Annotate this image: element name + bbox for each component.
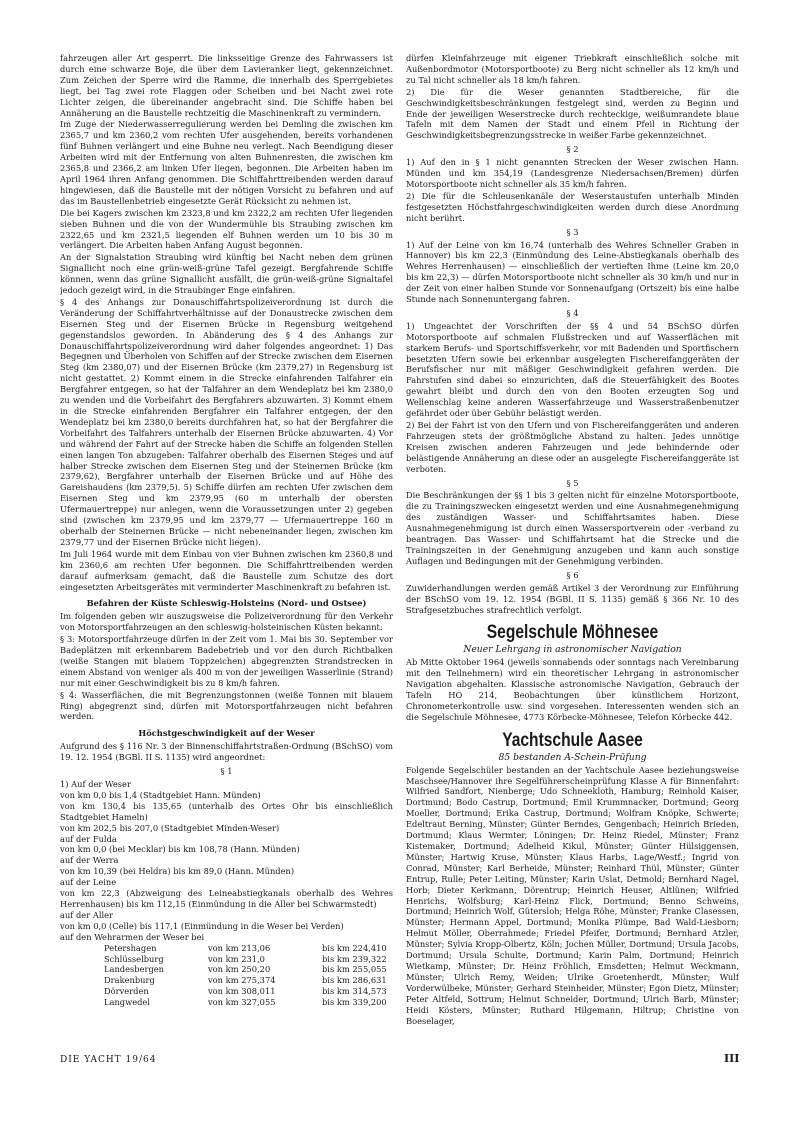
paragraph: 1) Ungeachtet der Vorschriften der §§ 4 und 54 BSchSO dürfen Motorsportboote auf schmalen Flußstrecken und auf Wasserflächen mit starkem Berufs- und Sportschiffsverkehr, vor mit Badenden und Sportfischern besetzten Ufern sowie bei erkennbar ausgelegten Fischereifanggeräten der Berufsfischer nur mit mäßiger Geschwindigkeit gefahren werden. Die Fahrstufen sind dabei so einzurichten, daß die Steuerfähigkeit des Bootes gewahrt bleibt und durch den von den Booten erzeugten Sog und Wellenschlag keine anderen Wasserfahrzeuge und Wasserstraßenbenutzer gefährdet oder über Gebühr belästigt werden.: [406, 320, 739, 419]
list-line: von km 202,5 bis 207,0 (Stadtgebiet Minden-Weser): [60, 822, 280, 833]
page-number: III: [724, 1052, 740, 1065]
paragraph: Im folgenden geben wir auszugsweise die Polizeiverordnung für den Verkehr von Motorsportfahrzeugen an den schleswig-holsteinischen Küsten bekannt:: [60, 611, 393, 633]
list-line: von km 22,3 (Abzweigung des Leineabstiegkanals oberhalb des Wehres Herrenhausen) bis km 112,15 (Einmündung in die Aller bei Schwarmstedt): [60, 888, 393, 909]
weir-table: [104, 943, 391, 1008]
paragraph: Aufgrund des § 116 Nr. 3 der Binnenschiffahrtstraßen-Ordnung (BSchSO) vom 19. 12. 1954 (BGBl. II S. 1135) wird angeordnet:: [60, 741, 393, 763]
paragraph: Ab Mitte Oktober 1964 (jeweils sonnabends oder sonntags nach Vereinbarung mit den Teilnehmern) wird ein theoretischer Lehrgang in astronomischer Navigation abgehalten. Klassische astronomische Navigation, Gebrauch der Tafeln HO 214, Beobachtungen über künstlichem Horizont, Chronometerkontrolle usw. sind vorgesehen. Interessenten wenden sich an die Segelschule Möhnesee, 4773 Körbecke-Möhnesee, Telefon Körbecke 442.: [406, 657, 739, 722]
paragraph: An der Signalstation Straubing wird künftig bei Nacht neben dem grünen Signallicht noch eine grün-weiß-grüne Tafel gezeigt. Bergfahrende Schiffe können, wenn das grüne Signallicht ausfällt, die grün-weiß-grüne Signaltafel jedoch gezeigt wird, in die Straubinger Enge einfahren.: [60, 252, 393, 296]
paragraph-symbol: § 1: [220, 766, 233, 777]
table-row: [104, 997, 391, 1008]
article-subheadline: Neuer Lehrgang in astronomischer Navigation: [463, 644, 682, 656]
section-heading: Höchstgeschwindigkeit auf der Weser: [138, 728, 315, 739]
weir-name: Petershagen: [104, 942, 157, 953]
list-line: von km 0,0 bis 1,4 (Stadtgebiet Hann. Münden): [60, 789, 261, 800]
section-heading: Befahren der Küste Schleswig-Holsteins (Nord- und Ostsee): [86, 598, 367, 609]
magazine-issue-label: DIE YACHT 19/64: [60, 1055, 157, 1065]
paragraph-symbol: § 2: [566, 144, 579, 155]
weir-to: bis km 339,200: [322, 997, 387, 1008]
list-line: von km 0,0 (Celle) bis 117,1 (Einmündung in die Weser bei Verden): [60, 920, 344, 931]
paragraph: 2) Bei der Fahrt ist von den Ufern und von Fischereifanggeräten und anderen Fahrzeugen stets der größtmögliche Abstand zu halten. Jedes unnötige Kreisen zwischen anderen Fahrzeugen und jede behindernde oder belästigende Annäherung an diese oder an ausgelegte Fischereifanggeräte ist verboten.: [406, 420, 739, 474]
article-subheadline: 85 bestanden A-Schein-Prüfung: [498, 751, 647, 763]
weir-to: bis km 239,322: [322, 953, 387, 964]
paragraph-symbol: § 6: [566, 569, 579, 580]
list-line: auf den Wehrarmen der Weser bei: [60, 931, 205, 942]
table-row: [104, 986, 391, 997]
weir-name: Drakenburg: [104, 975, 155, 986]
article-headline: Segelschule Möhnesee: [486, 622, 659, 644]
table-row: [104, 954, 391, 965]
list-line: auf der Fulda: [60, 833, 117, 844]
list-line: auf der Werra: [60, 855, 119, 866]
table-row: [104, 943, 391, 954]
paragraph-symbol: § 4: [566, 307, 579, 318]
weir-to: bis km 314,573: [322, 986, 387, 997]
right-column: [406, 53, 739, 1053]
weir-name: Landesbergen: [104, 964, 165, 975]
paragraph: § 4 des Anhangs zur Donauschiffahrtspolizeiverordnung ist durch die Veränderung der Schiffahrtverhältnisse auf der Donaustrecke zwischen dem Eisernen Steg und der Eisernen Brücke in Regensburg weitgehend gegenstandslos geworden. In Abänderung des § 4 des Anhangs zur Donauschiffahrtspolizeiverordnung wird daher folgendes angeordnet: 1) Das Begegnen und Überholen von Schiffen auf der Strecke zwischen dem Eisernen Steg (km 2380,07) und der Eisernen Brücke (km 2379,27) in Regensburg ist nicht gestattet. 2) Kommt einem in die Strecke einfahrenden Talfahrer ein Bergfahrer entgegen, so hat der Talfahrer an dem Wendeplatz bei km 2380,0 zu wenden und die Vorbeifahrt des Bergfahrers abzuwarten. 3) Kommt einem in die Strecke einfahrenden Bergfahrer ein Talfahrer entgegen, der den Wendeplatz bei km 2380,0 bereits durchfahren hat, so hat der Bergfahrer die Vorbeifahrt des Talfahrers unterhalb der Eisernen Brücke abzuwarten. 4) Vor und während der Fahrt auf der Strecke haben die Schiffe an folgenden Stellen einen langen Ton abzugeben: Talfahrer oberhalb des Eisernen Steges und auf halber Strecke zwischen dem Eisernen Steg und der Steinernen Brücke (km 2379,62), Bergfahrer unterhalb der Eisernen Brücke und auf Höhe des Gareishaudens (km 2379,5). 5) Schiffe dürfen am rechten Ufer zwischen dem Eisernen Steg und km 2379,95 (60 m unterhalb der obersten Ufermauertreppe) nur anlegen, wenn die Voraussetzungen unter 2) gegeben sind (zwischen km 2379,95 und km 2379,77 — Ufermauertreppe 160 m oberhalb der Steinernen Brücke — nicht nebeneinander liegen, zwischen km 2379,77 und der Eisernen Brücke nicht liegen).: [60, 296, 393, 547]
weir-from: von km 275,374: [208, 975, 276, 986]
weir-to: bis km 224,410: [322, 942, 387, 953]
weir-name: Langwedel: [104, 997, 150, 1008]
weir-to: bis km 255,055: [322, 964, 387, 975]
weir-to: bis km 286,631: [322, 975, 387, 986]
list-line: auf der Aller: [60, 909, 113, 920]
paragraph: Die Beschränkungen der §§ 1 bis 3 gelten nicht für einzelne Motorsportboote, die zu Trainingszwecken eingesetzt werden und eine Ausnahmegenehmigung des zuständigen Wasser- und Schiffahrtsamtes haben. Diese Ausnahmegenehmigung ist durch einen Wassersportverein oder -verband zu beantragen. Das Wasser- und Schiffahrtsamt hat die Strecke und die Trainingszeiten in der Genehmigung anzugeben und kann auch sonstige Auflagen und Bedingungen mit der Genehmigung verbinden.: [406, 490, 739, 566]
paragraph-symbol: § 5: [566, 477, 579, 488]
weir-from: von km 231,0: [208, 953, 265, 964]
paragraph: § 4: Wasserflächen, die mit Begrenzungstonnen (weiße Tonnen mit blauem Ring) abgegrenzt sind, dürfen mit Motorsportfahrzeugen nicht befahren werden.: [60, 689, 393, 722]
weir-name: Schlüsselburg: [104, 953, 164, 964]
paragraph: Im Zuge der Niederwasserregulierung werden bei Demling die zwischen km 2365,7 und km 2360,2 vom rechten Ufer ausgehenden, bereits vorhandenen fünf Buhnen verlängert und eine Buhne neu verlegt. Nach Beendigung dieser Arbeiten wird mit der Entfernung von alten Buhnenresten, die zwischen km 2365,8 und 2366,2 am linken Ufer liegen, begonnen. Die Arbeiten haben im April 1964 ihren Anfang genommen. Die Schiffahrttreibenden werden darauf hingewiesen, daß die Baustelle mit der nötigen Vorsicht zu befahren und auf das im Baustellenbetrieb eingesetzte Gerät Rücksicht zu nehmen ist.: [60, 119, 393, 206]
paragraph: fahrzeugen aller Art gesperrt. Die linksseitige Grenze des Fahrwassers ist durch eine schwarze Boje, die über dem Lavieranker liegt, gekennzeichnet. Zum Zeichen der Sperre wird die Ramme, die innerhalb des Sperrgebietes liegt, bei Tag zwei rote Flaggen oder Scheiben und bei Nacht zwei rote Lichter zeigen, die übereinander angebracht sind. Die Schiffe haben bei Annäherung an die Baustelle rechtzeitig die Maschinenkraft zu vermindern.: [60, 53, 393, 118]
paragraph: Folgende Segelschüler bestanden an der Yachtschule Aasee beziehungsweise Maschsee/Hannover ihre Segelführerscheinprüfung Klasse A für Binnenfahrt: Wilfried Sandfort, Nienberge; Udo Schneekloth, Hamburg; Reinhold Kaiser, Dortmund; Bodo Castrup, Dortmund; Emil Krummnacker, Dortmund; Georg Moeller, Dortmund; Erika Castrup, Dortmund; Wolfram Knöpke, Schwerte; Edeltraut Berning, Münster; Günter Berndes, Gengenbach; Heinrich Brieden, Dortmund; Klaus Wermter, Löningen; Dr. Heinz Riedel, Münster; Franz Kistemaker, Dortmund; Adelheid Kikul, Münster; Günter Hülsiggensen, Münster; Hartwig Kruse, Münster; Klaus Harbs, Lage/Westf.; Ingrid von Conrad, Münster; Karl Berheide, Münster; Reinhard Thül, Münster; Günter Entrup, Rulle; Peter Leiting, Münster; Karin Uslat, Detmold; Bernhard Nagel, Horb; Dieter Kerkmann, Dörentrup; Heinrich Heuser, Altlünen; Wilfried Henrichs, Wolfsburg; Karl-Heinz Flick, Dortmund; Benno Schweins, Dortmund; Heinrich Wolf, Gütersloh; Helga Röhe, Münster; Franke Clasessen, Münster; Hermann Appel, Dortmund; Monika Plümpe, Bad Wald-Liesborn; Helmut Möller, Oberrahmede; Friedel Pfeifer, Dortmund; Bernhard Atzler, Münster; Sylvia Kropp-Olbertz, Köln; Jochen Müller, Dortmund; Ursula Jacobs, Dortmund; Ursula Schulte, Dortmund; Karin Palm, Dortmund; Heinrich Wietkamp, Münster; Dr. Heinz Fröhlich, Emsdetten; Helmut Weckmann, Münster; Ulrich Remy, Weiden; Ulrike Groetenherdt, Münster; Wulf Vorderwülbeke, Münster; Gerhard Steinheider, Münster; Egon Dietz, Münster; Peter Altfeld, Sottrum; Helmut Schneider, Dortmund; Ulrich Barb, Münster; Heidi Kösters, Münster; Ruthard Hilgemann, Hiltrup; Christine von Boeselager,: [406, 764, 739, 1026]
paragraph: Zuwiderhandlungen werden gemäß Artikel 3 der Verordnung zur Einführung der BSchSO vom 19. 12. 1954 (BGBl. II S. 1135) gemäß § 366 Nr. 10 des Strafgesetzbuches strafrechtlich verfolgt.: [406, 582, 739, 615]
paragraph: dürfen Kleinfahrzeuge mit eigener Triebkraft einschließlich solche mit Außenbordmotor (Motorsportboote) zu Berg nicht schneller als 12 km/h und zu Tal nicht schneller als 18 km/h fahren.: [406, 53, 739, 85]
paragraph-symbol: § 3: [566, 226, 579, 237]
weir-from: von km 327,055: [208, 997, 276, 1008]
paragraph: 1) Auf den in § 1 nicht genannten Strecken der Weser zwischen Hann. Münden und km 354,19 (Landesgrenze Niedersachsen/Bremen) dürfen Motorsportboote nicht schneller als 35 km/h fahren.: [406, 157, 739, 189]
weir-from: von km 250,20: [208, 964, 271, 975]
table-row: [104, 964, 391, 975]
weir-name: Dörverden: [104, 986, 149, 997]
table-row: [104, 975, 391, 986]
weir-from: von km 213,06: [208, 942, 271, 953]
list-line: von km 10,39 (bei Heldra) bis km 89,0 (Hann. Münden): [60, 866, 295, 877]
list-line: von km 130,4 bis 135,65 (unterhalb des Ortes Ohr bis einschließlich Stadtgebiet Hameln): [60, 800, 393, 822]
paragraph: 1) Auf der Leine von km 16,74 (unterhalb des Wehres Schneller Graben in Hannover) bis km 22,3 (Einmündung des Leine-Abstiegkanals oberhalb des Wehres Herrenhausen) — einschließlich der vertieften Ihme (Leine km 20,0 bis km 22,3) — dürfen Motorsportboote nicht schneller als 30 km/h und nur in der Zeit von einer halben Stunde vor Sonnenaufgang (Ortszeit) bis eine halbe Stunde nach Sonnenuntergang fahren.: [406, 239, 739, 305]
list-line: auf der Leine: [60, 877, 117, 888]
list-line: 1) Auf der Weser: [60, 779, 131, 789]
paragraph: § 3: Motorsportfahrzeuge dürfen in der Zeit vom 1. Mai bis 30. September vor Badeplätzen mit erkennbarem Badebetrieb und vor den durch Richtbalken (weiße Stangen mit blauem Toppzeichen) abgegrenzten Strandstrecken in einem Abstand von weniger als 400 m von der jeweiligen Wasserlinie (Strand) nur mit einer Geschwindigkeit bis zu 8 km/h fahren.: [60, 634, 393, 688]
list-line: von km 0,0 (bei Mecklar) bis km 108,78 (Hann. Münden): [60, 844, 300, 855]
left-column: [60, 53, 393, 1051]
paragraph: 2) Die für die Schleusenkanäle der Weserstaustufen unterhalb Minden festgesetzten Höchstfahrgeschwindigkeiten werden durch diese Anordnung nicht berührt.: [406, 190, 739, 223]
article-headline: Yachtschule Aasee: [502, 729, 643, 751]
weir-from: von km 308,011: [208, 986, 276, 997]
paragraph: Die bei Kagers zwischen km 2323,8 und km 2322,2 am rechten Ufer liegenden sieben Buhnen und die von der Wundermühle bis Straubing zwischen km 2322,65 und km 2321,5 liegenden elf Buhnen werden um 10 bis 30 m verlängert. Die Arbeiten haben Anfang August begonnen.: [60, 207, 393, 251]
paragraph: 2) Die für die Weser genannten Stadtbereiche, für die Geschwindigkeitsbeschränkungen festgelegt sind, werden zu Beginn und Ende der jeweiligen Weserstrecke durch rechteckige, weißumrandete blaue Tafeln mit dem Namen der Stadt und einem Pfeil in Richtung der Geschwindigkeitsbegrenzungsstrecke in weißer Farbe gekennzeichnet.: [406, 86, 739, 141]
paragraph: Im Juli 1964 wurde mit dem Einbau von vier Buhnen zwischen km 2360,8 und km 2360,6 am rechten Ufer begonnen. Die Schiffahrttreibenden werden darauf aufmerksam gemacht, daß die Baustelle zum Schutze des dort eingesetzten Arbeitsgerätes mit verminderter Maschinenkraft zu befahren ist.: [60, 548, 393, 592]
